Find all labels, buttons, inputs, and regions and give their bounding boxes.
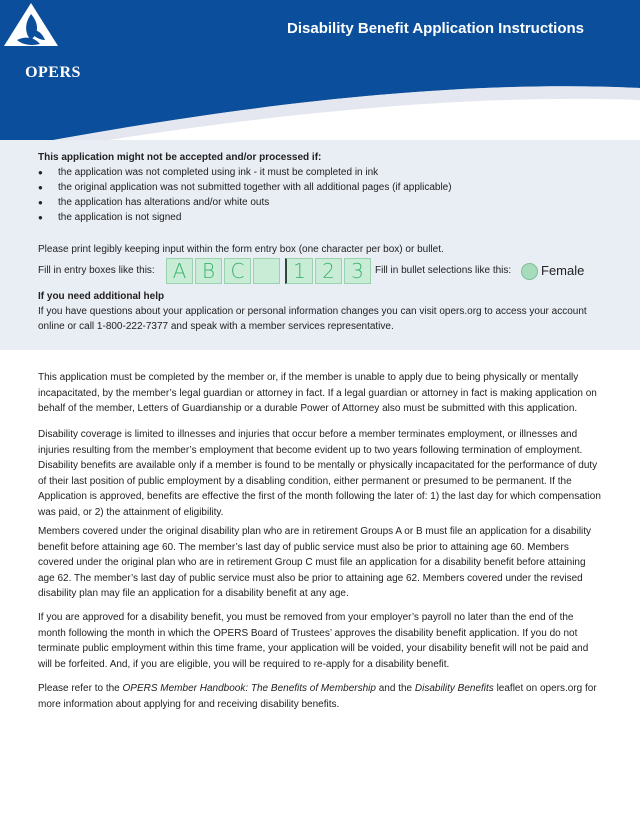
handbook-title: OPERS Member Handbook: The Benefits of Membership <box>122 683 376 694</box>
entry-box: 3 <box>344 258 371 284</box>
entry-box: A <box>166 258 193 284</box>
notice-heading: This application might not be accepted and/or processed if: ● the application was not completed using ink - it must be completed in ink ● the original application was not submitted together with all additional pages (if applicable) ● the application has alterations and/or white outs ● the application is not signed <box>38 150 604 225</box>
help-heading: If you need additional help <box>38 291 165 302</box>
list-item: ● the application was not completed using ink - it must be completed in ink <box>38 165 604 180</box>
entry-box: 2 <box>315 258 342 284</box>
print-instruction: Please print legibly keeping input within the form entry box (one character per box) or bullet. <box>38 244 444 255</box>
entry-box: C <box>224 258 251 284</box>
entry-example-label: Fill in entry boxes like this: <box>38 265 155 276</box>
bullet-example-value: Female <box>541 263 585 278</box>
notice-bullet-list <box>38 165 604 225</box>
list-item: ● the application has alterations and/or white outs <box>38 195 604 210</box>
paragraph-guardian: This application must be completed by the member or, if the member is unable to apply due to being physically or mentally incapacitated, by the member’s legal guardian or attorney in fact. If a legal guardian or attorney in fact is making application on behalf of the member, Letters of Guardianship or a durable Power of Attorney also must be submitted with this application. <box>38 372 597 414</box>
entry-box <box>253 258 280 284</box>
entry-example-boxes <box>166 258 373 284</box>
paragraph-coverage: Disability coverage is limited to illnesses and injuries that occur before a member terminates employment, or illnesses and injuries resulting from the member’s employment that become evident up to two years following termination of employment. Disability benefits are available only if a member is found to be mentally or physically incapacitated for the performance of duty of their last position of public employment by a disabling condition, either permanent or presumed to be permanent. If the Application is approved, benefits are effective the first of the month following the later of: 1) the last day for which compensation was paid, or 2) the attainment of eligibility. <box>38 429 601 518</box>
paragraph-references: Please refer to the OPERS Member Handbook: The Benefits of Membership and the Disability Benefits leaflet on opers.org for more information about applying for and receiving disability benefits. <box>38 683 597 710</box>
opers-logo-icon <box>0 0 62 66</box>
fill-example-row <box>38 258 618 286</box>
bullet-example-label: Fill in bullet selections like this: <box>375 265 512 276</box>
list-item: ● the application is not signed <box>38 210 604 225</box>
leaflet-title: Disability Benefits <box>414 683 494 694</box>
document-title: Disability Benefit Application Instructions <box>287 20 584 37</box>
paragraph-payroll: If you are approved for a disability benefit, you must be removed from your employer’s payroll no later than the end of the month following the month in which the OPERS Board of Trustees’ approves the disability benefit application. If you do not terminate public employment within this time frame, your application will be voided, your disability benefit will not be paid and will be forfeited. And, if you are eligible, you will be required to re-apply for a disability benefit. <box>38 612 589 670</box>
paragraph-age-limits: Members covered under the original disability plan who are in retirement Groups A or B must file an application for a disability benefit before attaining age 60. The member’s last day of public service must also be prior to attaining age 60. Members covered under the original plan who are in retirement Group C must file an application for a disability benefit before attaining age 62. The member’s last day of public service must also be prior to attaining age 62. Members covered under the revised disability plan may file an application for a disability benefit at any age. <box>38 526 592 599</box>
bullet-example-radio <box>521 263 538 280</box>
help-text: If you have questions about your application or personal information changes you can visit opers.org to access your account online or call 1-800-222-7377 and speak with a member services representative. <box>38 306 587 332</box>
logo-text: OPERS <box>25 64 81 81</box>
entry-box: B <box>195 258 222 284</box>
page-header <box>0 0 640 150</box>
entry-box: 1 <box>285 258 313 284</box>
list-item: ● the original application was not submitted together with all additional pages (if applicable) <box>38 180 604 195</box>
